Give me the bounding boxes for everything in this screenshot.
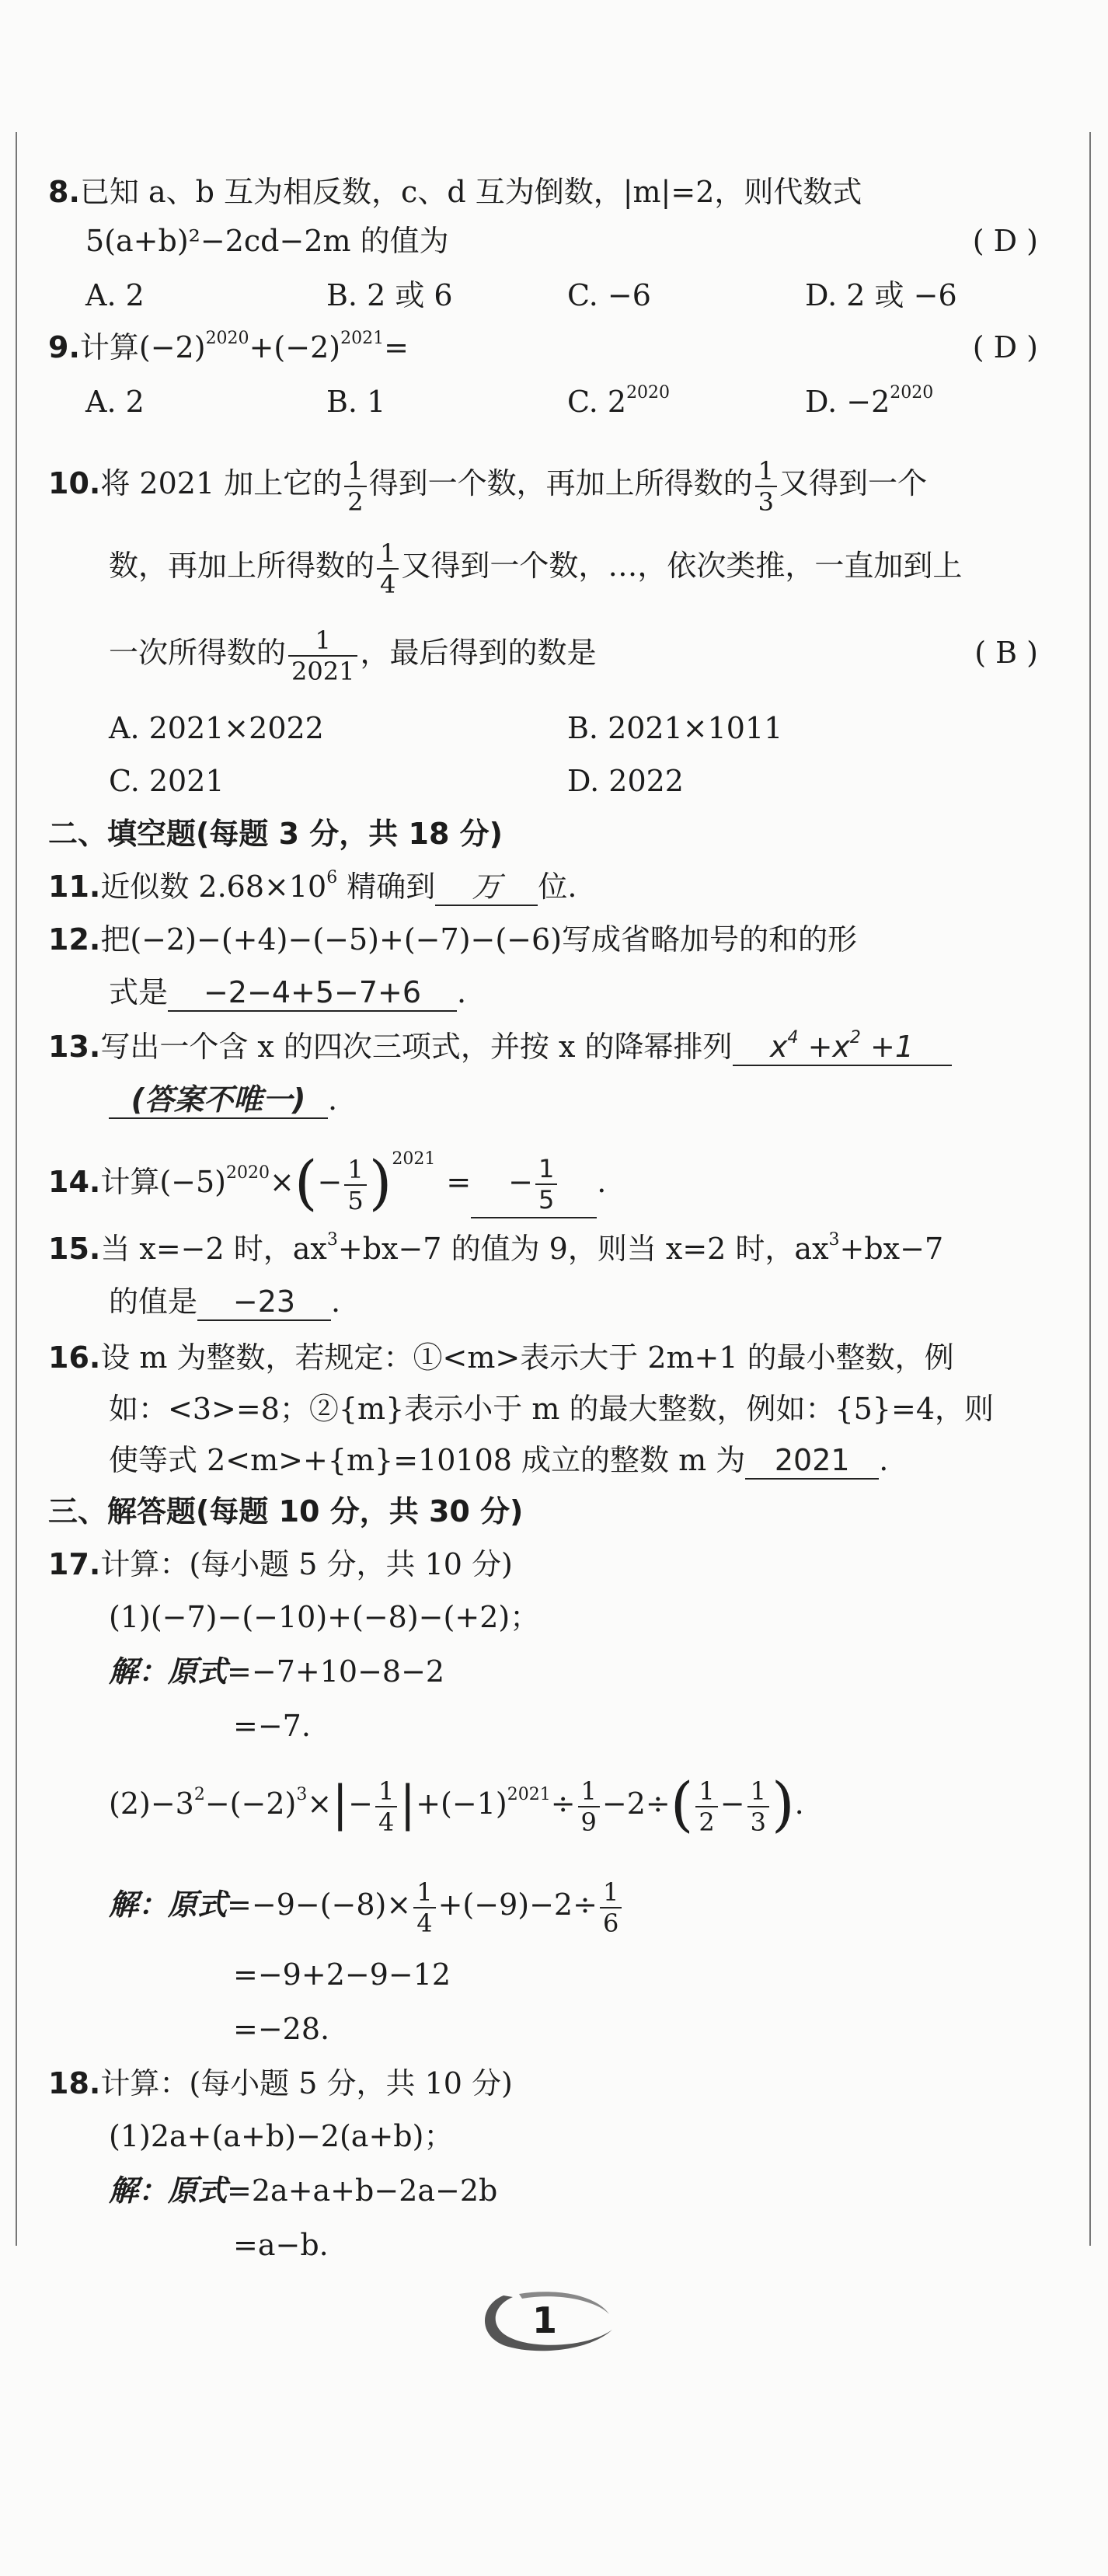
q17-abs-right: | [399, 1775, 416, 1832]
q17-p2-frac-b-den: 9 [580, 1807, 597, 1837]
q8-option-c: C. −6 [567, 278, 651, 312]
q9-option-c-text: C. 2 [567, 385, 627, 419]
q17-p2-exp2: 3 [296, 1785, 308, 1804]
q9-line1 [48, 328, 409, 367]
q11-answer-blank: 万 [435, 869, 538, 906]
q14-answer-blank [471, 1147, 597, 1218]
q17-s2a-pre: =−9−(−8)× [227, 1888, 412, 1922]
q17-s2-frac-b [600, 1877, 622, 1938]
q17-s2-frac-b-den: 6 [602, 1908, 619, 1938]
q10-line3 [109, 622, 596, 686]
q17-p2f: ÷ [550, 1786, 576, 1821]
q17-solution1-label: 解：原式 [109, 1654, 228, 1689]
page-number-badge [472, 2283, 617, 2358]
q9-exp1: 2020 [205, 329, 249, 348]
q17-s2-frac-a-num: 1 [413, 1877, 435, 1908]
q13-l1: 写出一个含 x 的四次三项式，并按 x 的降幂排列 [100, 1030, 733, 1064]
q10-frac4-num: 1 [288, 626, 357, 657]
q13-number: 13. [48, 1030, 101, 1064]
q16-l1: 设 m 为整数，若规定：①<m>表示大于 2m+1 的最小整数，例 [100, 1340, 954, 1375]
q13-l2end: . [328, 1082, 338, 1117]
q10-option-b: B. 2021×1011 [567, 711, 783, 745]
q13-blank-x: x [770, 1030, 788, 1064]
q17-p2-frac-c-num: 1 [695, 1776, 717, 1807]
q15-exp1: 3 [326, 1230, 338, 1250]
q12-number: 12. [48, 922, 101, 957]
q16-answer-blank: 2021 [745, 1442, 879, 1480]
q10-number: 10. [48, 466, 101, 500]
q10-l2a: 数，再加上所得数的 [109, 549, 375, 583]
q17-p2-frac-d-num: 1 [747, 1776, 769, 1807]
q9-option-c [567, 382, 670, 421]
q14-number: 14. [48, 1165, 101, 1199]
q16-number: 16. [48, 1340, 101, 1375]
q10-line1 [48, 452, 927, 517]
q17-solution2-label: 解：原式 [109, 1888, 228, 1922]
q8-text2: 5(a+b)²−2cd−2m 的值为 [85, 224, 449, 258]
q12-answer-blank: −2−4+5−7+6 [168, 974, 457, 1012]
q11-a: 近似数 2.68×10 [100, 870, 327, 904]
q18-line1 [48, 2064, 513, 2103]
q17-p2a: (2)−3 [109, 1786, 194, 1821]
q14-line: 14.计算$(-5)^{2020}\times(-$ $\frac{1}{5}$ )$^{2021}$= − $\frac{1}{5}$ . [48, 1148, 607, 1217]
q18-solution1 [109, 2171, 497, 2210]
q11-c: 位. [538, 870, 577, 904]
q8-answer: ( D ) [972, 224, 1038, 258]
q14-c: = [446, 1165, 472, 1199]
q8-number: 8. [48, 175, 80, 209]
q17-solution2-step2: =−9+2−9−12 [233, 1957, 451, 1992]
q18-number: 18. [48, 2066, 101, 2100]
q10-frac2-den: 3 [758, 486, 774, 517]
q17-paren-left: ( [670, 1769, 694, 1839]
q10-l3b: ，最后得到的数是 [360, 636, 597, 670]
q13-answer-blank [733, 1029, 952, 1066]
q16-line1 [48, 1338, 954, 1377]
q15-line1 [48, 1229, 943, 1268]
q14-paren-left: ( [294, 1148, 318, 1217]
q9-text-suffix: = [384, 330, 409, 364]
q17-part2: $(2)-3^2-(-2)^3\times|-$ $\frac{1}{4}$ $|+(-1)^{2021}\div$ $\frac{1}{9}$ −2÷( $\frac{1}{2}$ − $\frac{1}{3}$ ). [109, 1769, 804, 1839]
q17-p2h: . [794, 1786, 804, 1821]
q15-l1c: +bx−7 [839, 1232, 944, 1266]
q15-l1b: +bx−7 的值为 9，则当 x=2 时，ax [337, 1232, 829, 1266]
q17-s2a-mid: +(−9)−2÷ [437, 1888, 598, 1922]
q15-answer-blank: −23 [197, 1284, 331, 1321]
q16-line3 [109, 1441, 888, 1480]
q14-blank-frac [535, 1154, 557, 1215]
q17-p2-frac-b-num: 1 [578, 1776, 600, 1807]
q17-p2-frac-c [695, 1776, 717, 1837]
q14-end: . [597, 1165, 607, 1199]
q18-solution1-label: 解：原式 [109, 2173, 228, 2208]
q17-paren-right: ) [771, 1769, 795, 1839]
q8-option-a: A. 2 [85, 278, 145, 312]
q10-frac1 [344, 456, 366, 517]
q13-note-blank: (答案不唯一) [109, 1082, 328, 1119]
q14-frac [344, 1155, 366, 1215]
q17-solution2-step3: =−28. [233, 2012, 330, 2046]
q9-option-c-exp: 2020 [626, 383, 671, 403]
q15-line2 [109, 1282, 340, 1321]
q11-exp: 6 [326, 868, 338, 887]
q17-p2-frac-d [747, 1776, 769, 1837]
q10-l1a: 将 2021 加上它的 [100, 466, 343, 500]
q17-p2-frac-a [375, 1776, 397, 1837]
q9-text-prefix: 计算(−2) [79, 330, 206, 364]
q17-p2b: −(−2) [204, 1786, 297, 1821]
q17-s2-frac-a-den: 4 [416, 1908, 433, 1938]
q17-p2-frac-a-den: 4 [378, 1807, 395, 1837]
q14-b: × [270, 1165, 294, 1199]
q9-exp2: 2021 [340, 329, 385, 348]
q11-number: 11. [48, 870, 101, 904]
q12-l2b: . [457, 975, 467, 1009]
q17-p2g: −2÷ [601, 1786, 671, 1821]
q10-option-d: D. 2022 [567, 764, 684, 798]
q10-l1c: 又得到一个 [779, 466, 927, 500]
q17-p2-exp1: 2 [193, 1785, 205, 1804]
q12-l2a: 式是 [109, 975, 169, 1009]
q18-part1: (1)2a+(a+b)−2(a+b)； [109, 2119, 454, 2153]
q17-p2-exp3: 2021 [507, 1785, 551, 1804]
q17-p2d: +(−1) [416, 1786, 507, 1821]
q16-l3a: 使等式 2<m>+{m}=10108 成立的整数 m 为 [109, 1443, 746, 1477]
q14-exp2: 2021 [392, 1149, 436, 1169]
q11-line [48, 867, 577, 906]
q13-blank-exp1: 4 [787, 1028, 799, 1047]
q10-frac3 [377, 539, 399, 599]
q14-frac-num: 1 [344, 1155, 366, 1186]
q17-abs-left: | [332, 1775, 349, 1832]
q9-option-d [805, 382, 933, 421]
q14-blank-frac-den: 5 [538, 1184, 555, 1215]
q17-p2c: × [307, 1786, 333, 1821]
q10-l1b: 得到一个数，再加上所得数的 [368, 466, 753, 500]
q17-p2-frac-d-den: 3 [750, 1807, 766, 1837]
q17-line1 [48, 1545, 513, 1584]
q9-option-b: B. 1 [326, 385, 386, 419]
q10-frac4 [288, 626, 357, 686]
q10-frac3-num: 1 [377, 539, 399, 570]
q13-blank-one: +1 [860, 1030, 915, 1064]
q14-a: 计算(−5) [100, 1165, 226, 1199]
q17-s2-frac-a [413, 1877, 435, 1938]
q10-frac4-den: 2021 [291, 656, 355, 686]
q18-title: 计算：(每小题 5 分，共 10 分) [100, 2066, 513, 2100]
q9-option-d-text: D. −2 [805, 385, 890, 419]
q18-solution1-step2: =a−b. [233, 2228, 329, 2262]
q14-paren-right: ) [368, 1148, 392, 1217]
q17-number: 17. [48, 1547, 101, 1581]
q15-l1a: 当 x=−2 时，ax [100, 1232, 327, 1266]
q17-p2-frac-a-num: 1 [375, 1776, 397, 1807]
q10-l3a: 一次所得数的 [109, 636, 287, 670]
q13-blank-exp2: 2 [849, 1028, 861, 1047]
q8-line1 [48, 173, 862, 211]
q10-line2 [109, 535, 962, 599]
q10-l2b: 又得到一个数，…，依次类推，一直加到上 [401, 549, 963, 583]
q9-number: 9. [48, 330, 80, 364]
q10-frac3-den: 4 [380, 569, 396, 599]
q14-exp1: 2020 [226, 1163, 270, 1183]
q15-l2b: . [331, 1285, 341, 1319]
q16-l3b: . [879, 1443, 889, 1477]
section3-heading: 三、解答题(每题 10 分，共 30 分) [48, 1494, 524, 1529]
q17-solution1-step1: =−7+10−8−2 [227, 1654, 445, 1689]
section2-heading: 二、填空题(每题 3 分，共 18 分) [48, 817, 503, 851]
q17-solution1 [109, 1652, 444, 1691]
q16-line2: 如：<3>=8；②{m}表示小于 m 的最大整数，例如：{5}=4，则 [109, 1392, 995, 1426]
q17-s2-frac-b-num: 1 [600, 1877, 622, 1908]
q9-text-mid: +(−2) [249, 330, 341, 364]
q10-option-a: A. 2021×2022 [109, 711, 324, 745]
q10-frac1-den: 2 [347, 486, 364, 517]
q8-option-b: B. 2 或 6 [326, 278, 453, 312]
page-number: 1 [531, 2299, 557, 2341]
q14-blank-frac-num: 1 [535, 1154, 557, 1185]
q12-line1 [48, 920, 857, 959]
q14-frac-den: 5 [347, 1185, 364, 1215]
q11-b: 精确到 [337, 870, 436, 904]
q17-title: 计算：(每小题 5 分，共 10 分) [100, 1547, 513, 1581]
q9-option-d-exp: 2020 [890, 383, 934, 403]
q15-number: 15. [48, 1232, 101, 1266]
q17-p2-frac-c-den: 2 [699, 1807, 715, 1837]
q12-l1: 把(−2)−(+4)−(−5)+(−7)−(−6)写成省略加号的和的形 [100, 922, 858, 957]
q14-blank-sign: − [508, 1165, 533, 1199]
q9-option-a: A. 2 [85, 385, 145, 419]
q10-option-c: C. 2021 [109, 764, 225, 798]
q10-answer: ( B ) [974, 636, 1038, 670]
q17-solution2 [109, 1870, 624, 1940]
q15-l2a: 的值是 [109, 1285, 198, 1319]
q10-frac2 [755, 456, 777, 517]
q17-solution1-step2: =−7. [233, 1709, 311, 1743]
q13-line1 [48, 1027, 952, 1066]
q10-frac1-num: 1 [344, 456, 366, 487]
q17-p2-frac-b [578, 1776, 600, 1837]
q13-blank-x2: +x [798, 1030, 850, 1064]
q17-part1: (1)(−7)−(−10)+(−8)−(+2)； [109, 1600, 540, 1634]
q9-answer: ( D ) [972, 330, 1038, 364]
q13-line2 [109, 1080, 337, 1119]
q12-line2 [109, 973, 466, 1012]
q18-solution1-step1: =2a+a+b−2a−2b [227, 2173, 498, 2208]
q15-exp2: 3 [828, 1230, 840, 1250]
q8-option-d: D. 2 或 −6 [805, 278, 957, 312]
q10-frac2-num: 1 [755, 456, 777, 487]
q8-text1: 已知 a、b 互为相反数，c、d 互为倒数，|m|=2，则代数式 [79, 175, 862, 209]
q8-line2 [85, 221, 449, 260]
